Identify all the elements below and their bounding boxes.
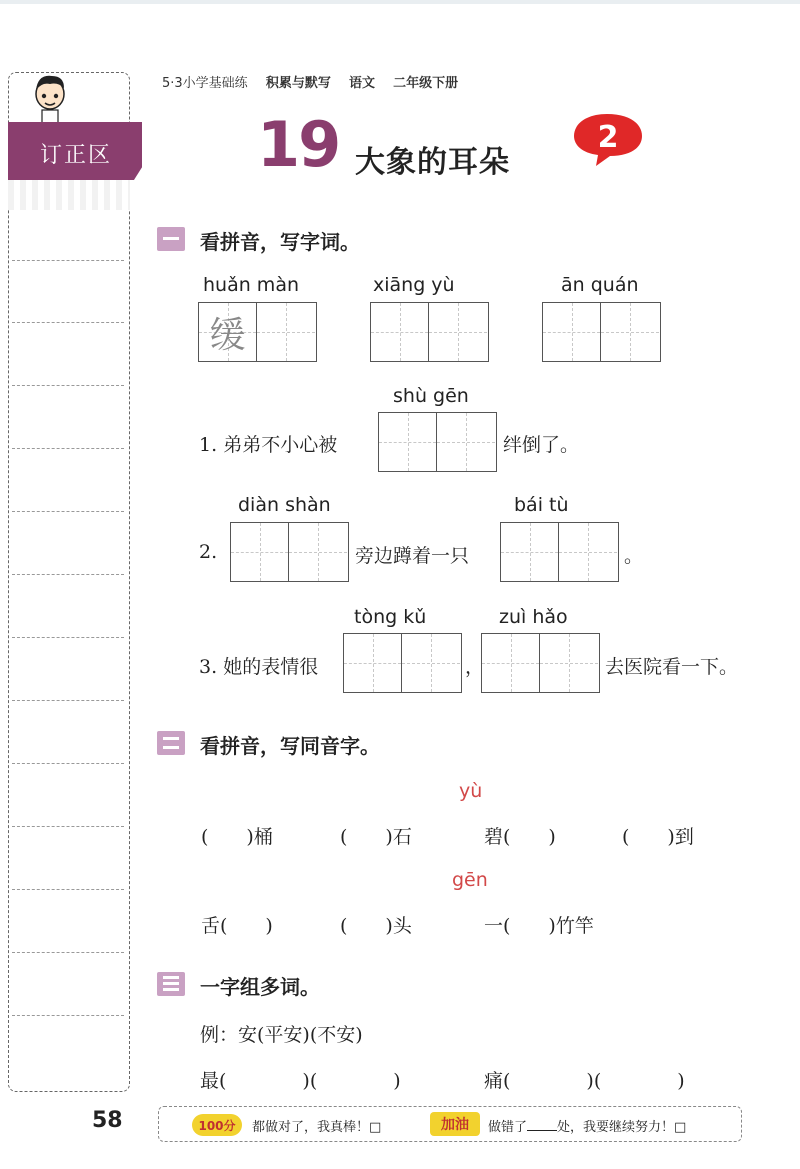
mistake-count-blank[interactable]	[527, 1130, 557, 1131]
homophone-blank[interactable]: ( )桶	[201, 826, 273, 848]
sentence-1-number: 1.	[199, 434, 218, 456]
pinyin-sentence-2b: bái tù	[514, 494, 569, 516]
pinyin-group-2: gēn	[452, 869, 488, 891]
pinyin-word-3: ān quán	[561, 274, 639, 296]
cheer-badge: 加油	[430, 1112, 480, 1136]
correction-line[interactable]	[12, 448, 124, 449]
speech-bubble-icon	[570, 110, 644, 168]
word-group-blanks[interactable]: ( )( )	[219, 1070, 401, 1092]
answer-box-word-1[interactable]	[198, 302, 317, 362]
series-header	[162, 72, 472, 91]
answer-box-word-3[interactable]	[542, 302, 661, 362]
sentence-3-start	[199, 652, 318, 679]
correction-line[interactable]	[12, 952, 124, 953]
word-group-item-2[interactable]	[484, 1066, 685, 1093]
pinyin-sentence-3a: tòng kǔ	[354, 606, 427, 628]
section-1-marker	[157, 227, 185, 251]
answer-box-sentence-2a[interactable]	[230, 522, 349, 582]
pinyin-word-1: huǎn màn	[203, 274, 300, 296]
pinyin-group-1: yù	[459, 780, 483, 802]
mistakes-text-b: 处，我要继续努力！□	[557, 1120, 687, 1135]
sidebar-stripe	[8, 180, 130, 210]
sidebar-label: 订正区	[40, 143, 113, 168]
sentence-3-number: 3.	[199, 656, 218, 678]
homophone-blank[interactable]: 碧( )	[484, 826, 556, 848]
sentence-1-text: 弟弟不小心被	[223, 434, 338, 456]
pinyin-sentence-1: shù gēn	[393, 385, 469, 407]
sentence-2-middle: 旁边蹲着一只	[355, 545, 470, 567]
correction-line[interactable]	[12, 260, 124, 261]
sentence-1-end: 绊倒了。	[503, 434, 580, 456]
sentence-2-number: 2.	[199, 541, 218, 563]
section-1-title: 看拼音，写字词。	[200, 230, 360, 254]
full-score-badge: 100分	[192, 1114, 242, 1136]
homophone-blank[interactable]: 舌( )	[201, 915, 273, 937]
series-name: 5·3小学基础练	[162, 76, 248, 91]
correction-line[interactable]	[12, 385, 124, 386]
correction-line[interactable]	[12, 700, 124, 701]
lesson-number: 19	[257, 108, 340, 181]
page-number: 58	[92, 1108, 123, 1133]
word-group-blanks[interactable]: ( )( )	[503, 1070, 685, 1092]
subject-name: 语文	[348, 76, 375, 91]
answer-box-sentence-3a[interactable]	[343, 633, 462, 693]
book-name: 积累与默写	[265, 76, 331, 91]
sentence-3-comma: ，	[465, 656, 485, 678]
correction-line[interactable]	[12, 574, 124, 575]
sample-character: 缓	[209, 314, 246, 356]
example-text: 例：安(平安)(不安)	[200, 1024, 363, 1046]
sentence-2-end: 。	[624, 545, 644, 567]
correction-line[interactable]	[12, 826, 124, 827]
answer-box-sentence-1[interactable]	[378, 412, 497, 472]
top-border	[0, 0, 800, 4]
pinyin-sentence-2a: diàn shàn	[238, 494, 331, 516]
section-2-marker	[157, 731, 185, 755]
correction-line[interactable]	[12, 889, 124, 890]
correction-line[interactable]	[12, 763, 124, 764]
section-2-title: 看拼音，写同音字。	[200, 734, 380, 758]
answer-box-sentence-3b[interactable]	[481, 633, 600, 693]
sentence-3-end: 去医院看一下。	[605, 656, 739, 678]
homophone-blank[interactable]: ( )到	[622, 826, 694, 848]
answer-box-word-2[interactable]	[370, 302, 489, 362]
sentence-3-text: 她的表情很	[223, 656, 319, 678]
homophone-blank[interactable]: 一( )竹竿	[484, 915, 594, 937]
word-group-item-1[interactable]	[200, 1066, 401, 1093]
correction-line[interactable]	[12, 322, 124, 323]
word-group-char: 痛	[484, 1070, 504, 1092]
pinyin-sentence-3b: zuì hǎo	[499, 606, 568, 628]
correction-line[interactable]	[12, 511, 124, 512]
word-group-char: 最	[200, 1070, 220, 1092]
section-3-marker	[157, 972, 185, 996]
mascot-icon	[30, 70, 70, 126]
mistakes-text-a: 做错了	[488, 1120, 528, 1135]
mistakes-text[interactable]	[488, 1116, 686, 1135]
correction-sidebar	[8, 72, 130, 1092]
grade-name: 二年级下册	[393, 76, 459, 91]
lesson-title: 大象的耳朵	[355, 145, 510, 180]
pinyin-word-2: xiāng yù	[373, 274, 455, 296]
correction-line[interactable]	[12, 1015, 124, 1016]
lesson-part: 2	[597, 120, 619, 155]
homophone-blank[interactable]: ( )头	[340, 915, 412, 937]
answer-box-sentence-2b[interactable]	[500, 522, 619, 582]
all-correct-text[interactable]: 都做对了，我真棒！□	[252, 1120, 382, 1135]
homophone-blank[interactable]: ( )石	[340, 826, 412, 848]
section-3-title: 一字组多词。	[200, 975, 320, 999]
correction-line[interactable]	[12, 637, 124, 638]
sentence-1-start	[199, 430, 337, 457]
